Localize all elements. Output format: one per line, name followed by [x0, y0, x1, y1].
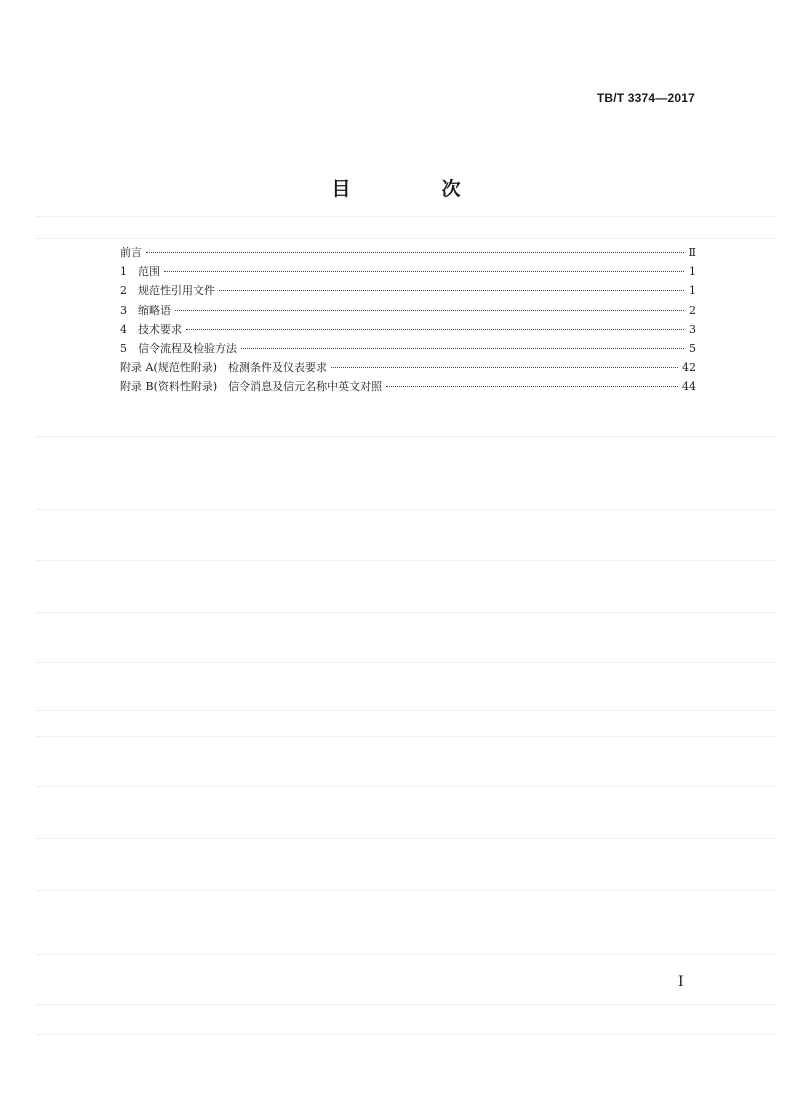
toc-entry-page: 5 — [689, 341, 696, 355]
page-number: Ⅰ — [678, 974, 684, 990]
scan-artifact-line — [36, 612, 776, 613]
table-of-contents — [120, 243, 696, 397]
scan-artifact-line — [36, 436, 776, 437]
scan-artifact-line — [36, 890, 776, 891]
toc-leader-dots — [175, 310, 684, 311]
toc-entry-page: 42 — [682, 361, 696, 375]
toc-entry-page: Ⅱ — [688, 246, 696, 259]
toc-entry-abbreviations[interactable] — [120, 301, 696, 320]
toc-leader-dots — [219, 290, 684, 291]
scan-artifact-line — [36, 509, 776, 510]
toc-entry-technical-requirements[interactable] — [120, 320, 696, 339]
scan-artifact-line — [36, 954, 776, 955]
scan-artifact-line — [36, 1004, 776, 1005]
scan-artifact-line — [36, 662, 776, 663]
scan-artifact-line — [36, 560, 776, 561]
toc-leader-dots — [386, 386, 678, 387]
toc-entry-annex-b[interactable] — [120, 377, 696, 396]
toc-entry-annex-a[interactable] — [120, 358, 696, 377]
toc-entry-label: 附录 B(资料性附录) 信令消息及信元名称中英文对照 — [120, 380, 383, 394]
toc-entry-label: 前言 — [120, 246, 142, 259]
toc-entry-normative-references[interactable] — [120, 281, 696, 300]
toc-entry-label: 3 缩略语 — [120, 303, 171, 317]
scan-artifact-line — [36, 736, 776, 737]
toc-entry-page: 1 — [689, 265, 696, 279]
toc-entry-label: 2 规范性引用文件 — [120, 284, 215, 298]
scan-artifact-line — [36, 838, 776, 839]
scan-artifact-line — [36, 1034, 776, 1035]
toc-leader-dots — [331, 367, 678, 368]
toc-leader-dots — [241, 348, 684, 349]
toc-entry-signaling-procedures[interactable] — [120, 339, 696, 358]
toc-entry-page: 1 — [689, 284, 696, 298]
toc-entry-label: 1 范围 — [120, 265, 160, 279]
toc-leader-dots — [186, 329, 684, 330]
toc-leader-dots — [164, 271, 684, 272]
toc-entry-label: 4 技术要求 — [120, 322, 182, 336]
toc-entry-scope[interactable] — [120, 262, 696, 281]
scan-artifact-line — [36, 238, 776, 239]
toc-entry-foreword[interactable] — [120, 243, 696, 262]
toc-entry-page: 2 — [689, 303, 696, 317]
toc-entry-page: 44 — [682, 380, 696, 394]
toc-entry-page: 3 — [689, 322, 696, 336]
toc-entry-label: 5 信令流程及检验方法 — [120, 341, 237, 355]
scan-artifact-line — [36, 786, 776, 787]
toc-leader-dots — [146, 252, 684, 253]
scan-artifact-line — [36, 710, 776, 711]
page-title: 目 次 — [331, 178, 497, 200]
standard-code: TB/T 3374—2017 — [596, 91, 695, 105]
scan-artifact-line — [36, 216, 776, 217]
toc-entry-label: 附录 A(规范性附录) 检测条件及仪表要求 — [120, 361, 328, 375]
